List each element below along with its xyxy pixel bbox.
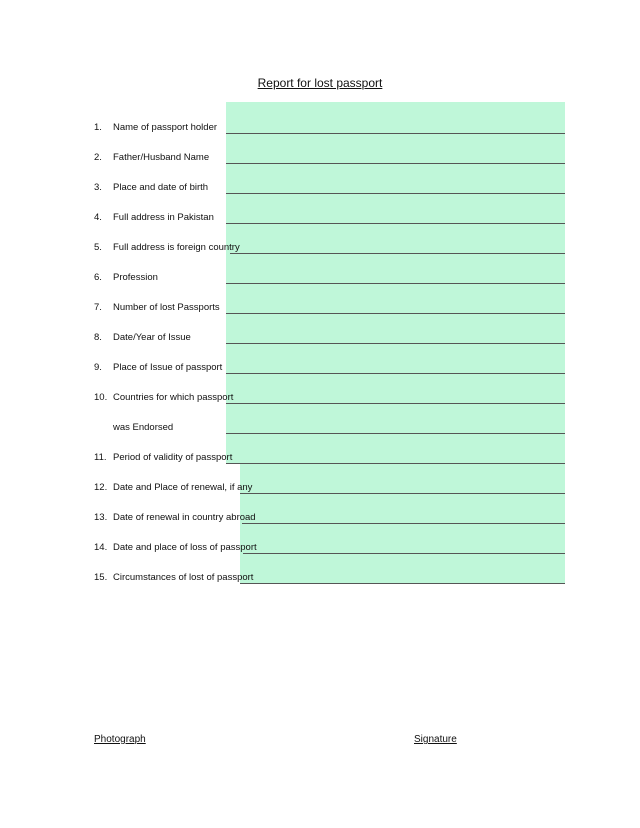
item-label: Place and date of birth	[113, 182, 209, 193]
answer-line[interactable]	[230, 253, 565, 254]
item-label: Period of validity of passport	[113, 452, 233, 463]
answer-line[interactable]	[240, 583, 565, 584]
item-number: 10.	[94, 392, 108, 403]
item-label: Number of lost Passports	[113, 302, 220, 313]
answer-line[interactable]	[242, 523, 565, 524]
form-row	[94, 392, 233, 404]
form-row	[94, 152, 209, 164]
item-label: Profession	[113, 272, 158, 283]
form-row	[94, 332, 191, 344]
answer-line[interactable]	[226, 163, 565, 164]
answer-line[interactable]	[226, 373, 565, 374]
item-number: 13.	[94, 512, 108, 523]
item-label: Name of passport holder	[113, 122, 218, 133]
item-number: 9.	[94, 362, 102, 373]
page-title: Report for lost passport	[257, 76, 383, 90]
item-label: Place of Issue of passport	[113, 362, 223, 373]
item-number: 7.	[94, 302, 102, 313]
item-number: 12.	[94, 482, 108, 493]
answer-line[interactable]	[226, 463, 565, 464]
form-row	[94, 272, 158, 284]
form-row	[94, 302, 220, 314]
item-label: Date and Place of renewal, if any	[113, 482, 253, 493]
signature-label: Signature	[414, 734, 457, 745]
item-label: Countries for which passport	[113, 392, 234, 403]
item-number: 2.	[94, 152, 102, 163]
answer-line[interactable]	[226, 223, 565, 224]
item-label: Full address in Pakistan	[113, 212, 214, 223]
form-row	[94, 212, 214, 224]
form-row	[94, 482, 252, 494]
answer-line[interactable]	[226, 193, 565, 194]
form-row	[94, 362, 222, 374]
item-label: Father/Husband Name	[113, 152, 210, 163]
answer-line[interactable]	[226, 403, 565, 404]
form-row	[94, 572, 253, 584]
item-number: 8.	[94, 332, 102, 343]
form-row	[94, 122, 217, 134]
item-number: 3.	[94, 182, 102, 193]
item-number: 11.	[94, 452, 107, 463]
item-label: Date and place of loss of passport	[113, 542, 257, 553]
item-number: 14.	[94, 542, 108, 553]
answer-line[interactable]	[226, 343, 565, 344]
form-row	[94, 512, 256, 524]
form-row	[94, 452, 232, 464]
item-label: Date of renewal in country abroad	[113, 512, 256, 523]
photograph-label: Photograph	[94, 734, 146, 745]
form-row	[94, 542, 257, 554]
answer-line[interactable]	[243, 553, 565, 554]
answer-line[interactable]	[226, 313, 565, 314]
item-number: 1.	[94, 122, 102, 133]
answer-line[interactable]	[226, 283, 565, 284]
form-row	[94, 182, 208, 194]
item-label: Circumstances of lost of passport	[113, 572, 254, 583]
item-label: Full address is foreign country	[113, 242, 240, 253]
form-fill-area-lower	[240, 464, 565, 584]
item-number: 5.	[94, 242, 102, 253]
item-label: was Endorsed	[113, 422, 174, 433]
answer-line[interactable]	[240, 493, 565, 494]
answer-line[interactable]	[226, 133, 565, 134]
item-number: 6.	[94, 272, 102, 283]
form-row	[94, 242, 240, 254]
form-row	[94, 422, 173, 434]
item-number: 15.	[94, 572, 108, 583]
item-number: 4.	[94, 212, 102, 223]
item-label: Date/Year of Issue	[113, 332, 191, 343]
answer-line[interactable]	[226, 433, 565, 434]
